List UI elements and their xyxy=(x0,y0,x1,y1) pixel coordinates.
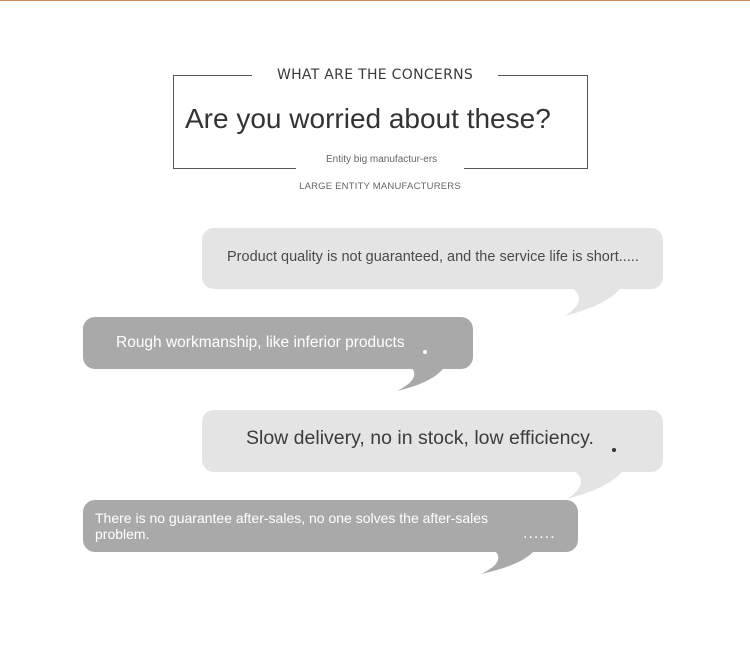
concern-bubble-quality xyxy=(202,228,663,289)
concern-bubble-delivery xyxy=(202,410,663,472)
section-label: WHAT ARE THE CONCERNS xyxy=(252,64,498,86)
concern-text: Slow delivery, no in stock, low efficiency. xyxy=(246,427,594,449)
concern-text: There is no guarantee after-sales, no one solves the after-sales problem. xyxy=(95,510,488,542)
decor-dot xyxy=(612,448,616,452)
decor-dot xyxy=(423,350,427,354)
top-accent-rule xyxy=(0,0,750,1)
concern-bubble-after-sales xyxy=(83,500,578,552)
sub-label-caps: LARGE ENTITY MANUFACTURERS xyxy=(299,181,461,192)
page-headline: Are you worried about these? xyxy=(185,103,551,134)
concern-bubble-workmanship xyxy=(83,317,473,369)
concern-text: Product quality is not guaranteed, and the service life is short..... xyxy=(227,249,639,265)
bubble-tail xyxy=(560,286,630,318)
bubble-tail xyxy=(562,469,632,501)
bubble-tail xyxy=(395,366,455,394)
sub-label-small: Entity big manufactur-ers xyxy=(326,154,438,165)
bubble-tail xyxy=(478,549,543,577)
ellipsis-dots: ...... xyxy=(523,525,556,542)
concern-text: Rough workmanship, like inferior products xyxy=(116,334,405,351)
